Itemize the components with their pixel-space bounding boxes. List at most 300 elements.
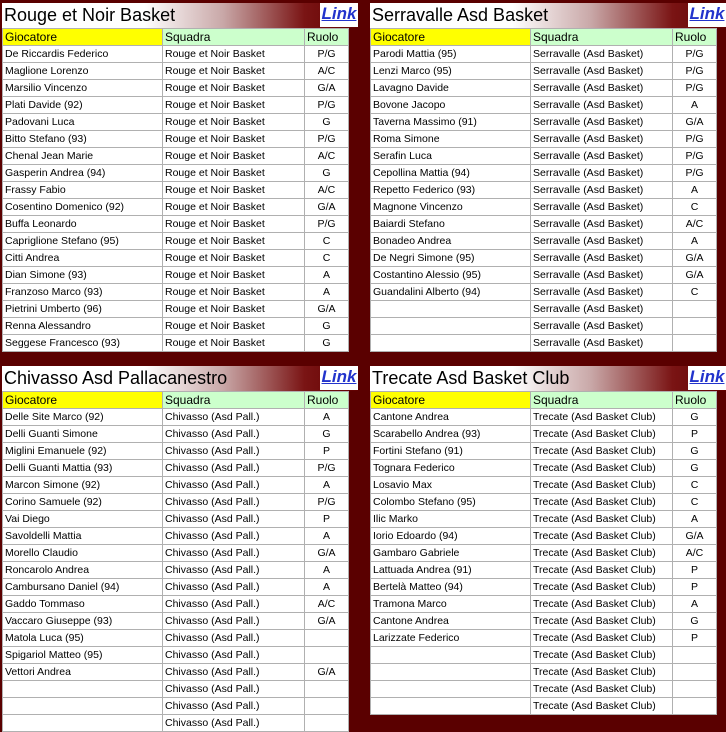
roster-panel-chivasso [2, 366, 358, 732]
table-row [371, 199, 717, 216]
role-cell [673, 318, 717, 335]
table-row [3, 335, 349, 352]
role-cell: P/G [305, 46, 349, 63]
player-name-cell: Cantone Andrea [371, 613, 531, 630]
player-name-cell: Gambaro Gabriele [371, 545, 531, 562]
table-row [3, 715, 349, 732]
role-cell: P/G [673, 131, 717, 148]
team-cell: Serravalle (Asd Basket) [531, 114, 673, 131]
role-cell: A/C [305, 148, 349, 165]
role-cell [305, 698, 349, 715]
role-cell: A [305, 409, 349, 426]
player-name-cell: Plati Davide (92) [3, 97, 163, 114]
table-row [3, 579, 349, 596]
team-cell: Chivasso (Asd Pall.) [163, 477, 305, 494]
table-row [371, 528, 717, 545]
header-squadra: Squadra [531, 392, 673, 409]
player-name-cell: Cambursano Daniel (94) [3, 579, 163, 596]
player-name-cell: Maglione Lorenzo [3, 63, 163, 80]
team-cell: Trecate (Asd Basket Club) [531, 647, 673, 664]
team-link[interactable]: Link [688, 3, 726, 27]
table-row [371, 460, 717, 477]
role-cell: G/A [305, 613, 349, 630]
roster-table [2, 391, 349, 732]
player-name-cell: Cantone Andrea [371, 409, 531, 426]
team-cell: Chivasso (Asd Pall.) [163, 579, 305, 596]
team-cell: Rouge et Noir Basket [163, 250, 305, 267]
header-squadra: Squadra [163, 29, 305, 46]
team-cell: Rouge et Noir Basket [163, 148, 305, 165]
table-row [371, 477, 717, 494]
header-ruolo: Ruolo [305, 392, 349, 409]
team-cell: Serravalle (Asd Basket) [531, 80, 673, 97]
table-row [3, 630, 349, 647]
panel-title: Serravalle Asd Basket [372, 5, 549, 25]
player-name-cell: Serafin Luca [371, 148, 531, 165]
table-row [371, 114, 717, 131]
table-row [3, 233, 349, 250]
table-row [3, 63, 349, 80]
table-row [3, 426, 349, 443]
role-cell: G/A [305, 545, 349, 562]
table-row [3, 267, 349, 284]
team-cell: Serravalle (Asd Basket) [531, 97, 673, 114]
role-cell: C [673, 284, 717, 301]
player-name-cell: Renna Alessandro [3, 318, 163, 335]
table-row [3, 148, 349, 165]
role-cell: G [305, 165, 349, 182]
team-cell: Trecate (Asd Basket Club) [531, 562, 673, 579]
role-cell: P/G [673, 63, 717, 80]
team-cell: Rouge et Noir Basket [163, 199, 305, 216]
role-cell: C [305, 233, 349, 250]
player-name-cell [371, 698, 531, 715]
role-cell: P [305, 443, 349, 460]
team-cell: Chivasso (Asd Pall.) [163, 511, 305, 528]
table-row [3, 250, 349, 267]
role-cell [305, 715, 349, 732]
table-row [3, 165, 349, 182]
table-row [3, 681, 349, 698]
table-row [371, 318, 717, 335]
player-name-cell: Delle Site Marco (92) [3, 409, 163, 426]
table-row [371, 426, 717, 443]
player-name-cell: Losavio Max [371, 477, 531, 494]
role-cell: G [305, 335, 349, 352]
player-name-cell: Cepollina Mattia (94) [371, 165, 531, 182]
team-cell: Chivasso (Asd Pall.) [163, 494, 305, 511]
team-cell: Serravalle (Asd Basket) [531, 284, 673, 301]
player-name-cell: Marsilio Vincenzo [3, 80, 163, 97]
table-row [371, 80, 717, 97]
role-cell: G [673, 443, 717, 460]
table-row [371, 301, 717, 318]
roster-panel-rouge-et-noir [2, 3, 358, 352]
table-row [3, 528, 349, 545]
role-cell: P/G [305, 460, 349, 477]
role-cell [673, 335, 717, 352]
role-cell: A [305, 562, 349, 579]
team-cell: Serravalle (Asd Basket) [531, 46, 673, 63]
player-name-cell: Tramona Marco [371, 596, 531, 613]
header-ruolo: Ruolo [673, 392, 717, 409]
team-cell: Serravalle (Asd Basket) [531, 335, 673, 352]
player-name-cell: Capriglione Stefano (95) [3, 233, 163, 250]
table-row [371, 216, 717, 233]
team-link[interactable]: Link [320, 3, 358, 27]
player-name-cell: Morello Claudio [3, 545, 163, 562]
player-name-cell: Gasperin Andrea (94) [3, 165, 163, 182]
table-row [371, 664, 717, 681]
table-row [371, 165, 717, 182]
team-cell: Trecate (Asd Basket Club) [531, 528, 673, 545]
team-cell: Serravalle (Asd Basket) [531, 182, 673, 199]
team-cell: Chivasso (Asd Pall.) [163, 630, 305, 647]
team-cell: Rouge et Noir Basket [163, 165, 305, 182]
table-row [3, 318, 349, 335]
header-squadra: Squadra [531, 29, 673, 46]
player-name-cell: Gaddo Tommaso [3, 596, 163, 613]
team-cell: Chivasso (Asd Pall.) [163, 715, 305, 732]
table-row [371, 148, 717, 165]
role-cell: A [673, 97, 717, 114]
player-name-cell [371, 301, 531, 318]
role-cell: G/A [673, 114, 717, 131]
table-row [3, 131, 349, 148]
table-row [3, 301, 349, 318]
role-cell [673, 698, 717, 715]
table-row [3, 511, 349, 528]
team-cell: Rouge et Noir Basket [163, 216, 305, 233]
team-cell: Trecate (Asd Basket Club) [531, 511, 673, 528]
role-cell: P/G [305, 97, 349, 114]
player-name-cell: Vettori Andrea [3, 664, 163, 681]
player-name-cell: Dian Simone (93) [3, 267, 163, 284]
team-cell: Rouge et Noir Basket [163, 46, 305, 63]
team-cell: Chivasso (Asd Pall.) [163, 681, 305, 698]
player-name-cell: Delli Guanti Mattia (93) [3, 460, 163, 477]
header-ruolo: Ruolo [305, 29, 349, 46]
player-name-cell: Vaccaro Giuseppe (93) [3, 613, 163, 630]
player-name-cell: Larizzate Federico [371, 630, 531, 647]
table-row [3, 596, 349, 613]
table-row [371, 182, 717, 199]
table-row [371, 511, 717, 528]
player-name-cell: Bonadeo Andrea [371, 233, 531, 250]
player-name-cell: Marcon Simone (92) [3, 477, 163, 494]
table-row [3, 613, 349, 630]
player-name-cell: Citti Andrea [3, 250, 163, 267]
role-cell: P/G [673, 165, 717, 182]
player-name-cell: Bertelà Matteo (94) [371, 579, 531, 596]
player-name-cell: Parodi Mattia (95) [371, 46, 531, 63]
table-row [371, 562, 717, 579]
team-cell: Trecate (Asd Basket Club) [531, 664, 673, 681]
header-giocatore: Giocatore [3, 392, 163, 409]
player-name-cell: Baiardi Stefano [371, 216, 531, 233]
roster-panel-trecate [370, 366, 726, 715]
role-cell: A [305, 284, 349, 301]
role-cell: A [673, 596, 717, 613]
role-cell [305, 681, 349, 698]
player-name-cell: Vai Diego [3, 511, 163, 528]
table-row [371, 409, 717, 426]
table-row [3, 80, 349, 97]
role-cell [305, 630, 349, 647]
team-cell: Trecate (Asd Basket Club) [531, 596, 673, 613]
team-cell: Rouge et Noir Basket [163, 284, 305, 301]
role-cell: P [673, 579, 717, 596]
team-cell: Rouge et Noir Basket [163, 97, 305, 114]
table-row [3, 443, 349, 460]
team-cell: Rouge et Noir Basket [163, 233, 305, 250]
player-name-cell: Colombo Stefano (95) [371, 494, 531, 511]
role-cell: A [673, 511, 717, 528]
team-cell: Trecate (Asd Basket Club) [531, 477, 673, 494]
team-cell: Chivasso (Asd Pall.) [163, 698, 305, 715]
player-name-cell [371, 335, 531, 352]
team-cell: Chivasso (Asd Pall.) [163, 545, 305, 562]
role-cell: A/C [673, 216, 717, 233]
table-row [3, 477, 349, 494]
table-row [3, 46, 349, 63]
table-row [371, 267, 717, 284]
role-cell: P [673, 562, 717, 579]
team-cell: Rouge et Noir Basket [163, 335, 305, 352]
team-cell: Trecate (Asd Basket Club) [531, 494, 673, 511]
roster-table [370, 391, 717, 715]
player-name-cell: De Negri Simone (95) [371, 250, 531, 267]
team-cell: Chivasso (Asd Pall.) [163, 443, 305, 460]
table-row [3, 216, 349, 233]
header-giocatore: Giocatore [371, 392, 531, 409]
table-row [371, 630, 717, 647]
header-ruolo: Ruolo [673, 29, 717, 46]
role-cell [673, 647, 717, 664]
team-link[interactable]: Link [688, 366, 726, 390]
role-cell [673, 301, 717, 318]
role-cell: G/A [305, 301, 349, 318]
table-row [371, 284, 717, 301]
player-name-cell [371, 647, 531, 664]
player-name-cell: Roncarolo Andrea [3, 562, 163, 579]
table-row [371, 443, 717, 460]
table-row [3, 562, 349, 579]
team-link[interactable]: Link [320, 366, 358, 390]
player-name-cell: Matola Luca (95) [3, 630, 163, 647]
role-cell: C [673, 494, 717, 511]
player-name-cell: Lenzi Marco (95) [371, 63, 531, 80]
player-name-cell: Seggese Francesco (93) [3, 335, 163, 352]
player-name-cell: Scarabello Andrea (93) [371, 426, 531, 443]
role-cell [305, 647, 349, 664]
team-cell: Rouge et Noir Basket [163, 301, 305, 318]
role-cell: P [673, 426, 717, 443]
role-cell: G/A [305, 80, 349, 97]
team-cell: Serravalle (Asd Basket) [531, 318, 673, 335]
role-cell: G [673, 613, 717, 630]
table-row [3, 460, 349, 477]
role-cell: A [673, 233, 717, 250]
table-row [3, 114, 349, 131]
role-cell: G [305, 426, 349, 443]
team-cell: Trecate (Asd Basket Club) [531, 579, 673, 596]
team-cell: Trecate (Asd Basket Club) [531, 613, 673, 630]
table-row [3, 97, 349, 114]
player-name-cell: Franzoso Marco (93) [3, 284, 163, 301]
role-cell: A [305, 579, 349, 596]
role-cell [673, 664, 717, 681]
role-cell: P/G [305, 494, 349, 511]
role-cell: P/G [673, 80, 717, 97]
player-name-cell: Repetto Federico (93) [371, 182, 531, 199]
role-cell: A/C [305, 596, 349, 613]
team-cell: Chivasso (Asd Pall.) [163, 426, 305, 443]
role-cell: G [305, 114, 349, 131]
player-name-cell: Fortini Stefano (91) [371, 443, 531, 460]
table-row [371, 46, 717, 63]
team-cell: Rouge et Noir Basket [163, 131, 305, 148]
team-cell: Serravalle (Asd Basket) [531, 267, 673, 284]
table-row [371, 233, 717, 250]
table-row [371, 131, 717, 148]
table-row [3, 409, 349, 426]
player-name-cell: Magnone Vincenzo [371, 199, 531, 216]
player-name-cell [371, 318, 531, 335]
table-row [371, 63, 717, 80]
player-name-cell [371, 664, 531, 681]
table-row [371, 647, 717, 664]
roster-table [370, 28, 717, 352]
role-cell: P/G [305, 216, 349, 233]
role-cell: G/A [673, 267, 717, 284]
table-row [371, 494, 717, 511]
player-name-cell: Guandalini Alberto (94) [371, 284, 531, 301]
panel-title: Rouge et Noir Basket [4, 5, 176, 25]
team-cell: Chivasso (Asd Pall.) [163, 409, 305, 426]
team-cell: Trecate (Asd Basket Club) [531, 698, 673, 715]
team-cell: Serravalle (Asd Basket) [531, 216, 673, 233]
team-cell: Serravalle (Asd Basket) [531, 165, 673, 182]
player-name-cell: Bitto Stefano (93) [3, 131, 163, 148]
panel-title-bar [2, 366, 358, 391]
role-cell: C [673, 199, 717, 216]
team-cell: Rouge et Noir Basket [163, 80, 305, 97]
team-cell: Chivasso (Asd Pall.) [163, 460, 305, 477]
team-cell: Chivasso (Asd Pall.) [163, 562, 305, 579]
player-name-cell [3, 681, 163, 698]
role-cell: A [305, 477, 349, 494]
role-cell: A [305, 528, 349, 545]
panel-title-bar [2, 3, 358, 28]
roster-table [2, 28, 349, 352]
team-cell: Serravalle (Asd Basket) [531, 63, 673, 80]
role-cell: A [673, 182, 717, 199]
player-name-cell [3, 715, 163, 732]
player-name-cell: Pietrini Umberto (96) [3, 301, 163, 318]
role-cell: P [673, 630, 717, 647]
table-row [371, 579, 717, 596]
team-cell: Chivasso (Asd Pall.) [163, 647, 305, 664]
role-cell: P/G [305, 131, 349, 148]
panel-title-bar [370, 366, 726, 391]
table-row [3, 284, 349, 301]
role-cell: P [305, 511, 349, 528]
table-row [371, 681, 717, 698]
player-name-cell: Buffa Leonardo [3, 216, 163, 233]
player-name-cell: Tognara Federico [371, 460, 531, 477]
player-name-cell: Roma Simone [371, 131, 531, 148]
team-cell: Rouge et Noir Basket [163, 318, 305, 335]
team-cell: Serravalle (Asd Basket) [531, 250, 673, 267]
table-row [3, 664, 349, 681]
team-cell: Serravalle (Asd Basket) [531, 233, 673, 250]
team-cell: Chivasso (Asd Pall.) [163, 528, 305, 545]
table-row [3, 647, 349, 664]
role-cell: P/G [673, 148, 717, 165]
role-cell: G [673, 460, 717, 477]
table-row [371, 335, 717, 352]
player-name-cell: Padovani Luca [3, 114, 163, 131]
player-name-cell: Spigariol Matteo (95) [3, 647, 163, 664]
table-header-row [371, 29, 717, 46]
table-header-row [3, 392, 349, 409]
player-name-cell: Savoldelli Mattia [3, 528, 163, 545]
team-cell: Chivasso (Asd Pall.) [163, 596, 305, 613]
player-name-cell: Frassy Fabio [3, 182, 163, 199]
player-name-cell: Chenal Jean Marie [3, 148, 163, 165]
role-cell: G/A [305, 199, 349, 216]
player-name-cell: Iorio Edoardo (94) [371, 528, 531, 545]
role-cell: A/C [305, 182, 349, 199]
table-header-row [3, 29, 349, 46]
role-cell: G/A [673, 250, 717, 267]
team-cell: Rouge et Noir Basket [163, 182, 305, 199]
team-cell: Rouge et Noir Basket [163, 114, 305, 131]
role-cell [673, 681, 717, 698]
team-cell: Trecate (Asd Basket Club) [531, 681, 673, 698]
team-cell: Trecate (Asd Basket Club) [531, 409, 673, 426]
player-name-cell: De Riccardis Federico [3, 46, 163, 63]
player-name-cell: Bovone Jacopo [371, 97, 531, 114]
team-cell: Rouge et Noir Basket [163, 63, 305, 80]
table-row [371, 613, 717, 630]
player-name-cell: Corino Samuele (92) [3, 494, 163, 511]
table-header-row [371, 392, 717, 409]
team-cell: Trecate (Asd Basket Club) [531, 443, 673, 460]
team-cell: Trecate (Asd Basket Club) [531, 545, 673, 562]
player-name-cell: Costantino Alessio (95) [371, 267, 531, 284]
role-cell: A [305, 267, 349, 284]
team-cell: Rouge et Noir Basket [163, 267, 305, 284]
team-cell: Serravalle (Asd Basket) [531, 301, 673, 318]
team-cell: Trecate (Asd Basket Club) [531, 460, 673, 477]
team-cell: Trecate (Asd Basket Club) [531, 426, 673, 443]
player-name-cell: Delli Guanti Simone [3, 426, 163, 443]
table-row [3, 182, 349, 199]
roster-panel-serravalle [370, 3, 726, 352]
table-row [3, 698, 349, 715]
role-cell: A/C [305, 63, 349, 80]
player-name-cell: Lavagno Davide [371, 80, 531, 97]
role-cell: G [305, 318, 349, 335]
role-cell: C [673, 477, 717, 494]
role-cell: G [673, 409, 717, 426]
player-name-cell: Taverna Massimo (91) [371, 114, 531, 131]
table-row [371, 250, 717, 267]
table-row [371, 545, 717, 562]
header-giocatore: Giocatore [371, 29, 531, 46]
